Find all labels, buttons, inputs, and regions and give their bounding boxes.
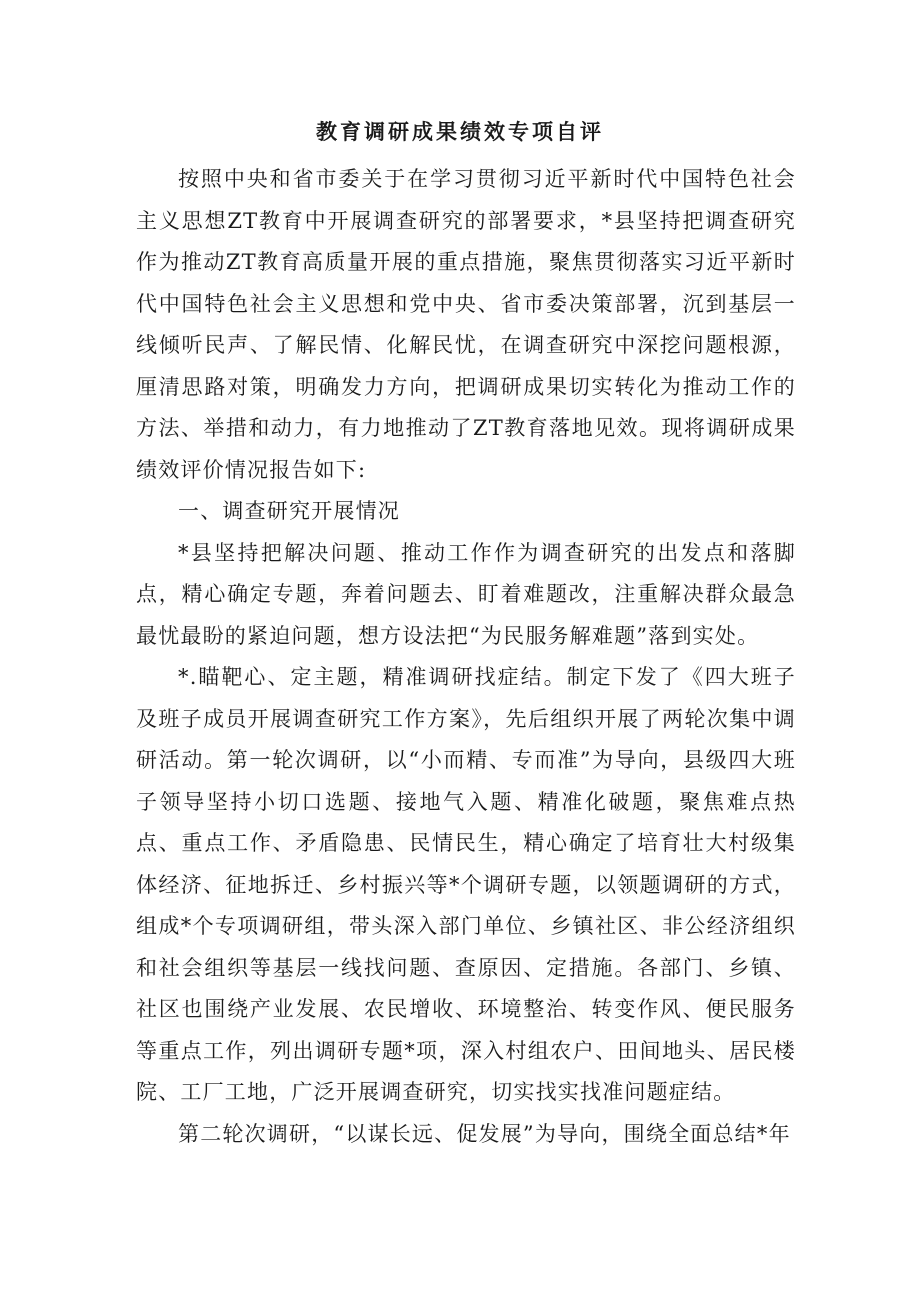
intro-paragraph: 按照中央和省市委关于在学习贯彻习近平新时代中国特色社会主义思想ZT教育中开展调查研究的部署要求，*县坚持把调查研究作为推动ZT教育高质量开展的重点措施，聚焦贯彻落实习近平新时代中国特色社会主义思想和党中央、省市委决策部署，沉到基层一线倾听民声、了解民情、化解民忧，在调查研究中深挖问题根源，厘清思路对策，明确发力方向，把调研成果切实转化为推动工作的方法、举措和动力，有力地推动了ZT教育落地见效。现将调研成果绩效评价情况报告如下: bbox=[136, 167, 796, 482]
document-title: 教育调研成果绩效专项自评 bbox=[316, 119, 604, 144]
section-heading: 一、调查研究开展情况 bbox=[178, 499, 400, 523]
section-paragraph: *.瞄靶心、定主题，精准调研找症结。制定下发了《四大班子及班子成员开展调查研究工作方案》，先后组织开展了两轮次集中调研活动。第一轮次调研，以“小而精、专而准”为导向，县级四大班子领导坚持小切口选题、接地气入题、精准化破题，聚焦难点热点、重点工作、矛盾隐患、民情民生，精心确定了培育壮大村级集体经济、征地拆迁、乡村振兴等*个调研专题，以领题调研的方式，组成*个专项调研组，带头深入部门单位、乡镇社区、非公经济组织和社会组织等基层一线找问题、查原因、定措施。各部门、乡镇、社区也围绕产业发展、农民增收、环境整治、转变作风、便民服务等重点工作，列出调研专题*项，深入村组农户、田间地头、居民楼院、工厂工地，广泛开展调查研究，切实找实找准问题症结。 bbox=[136, 665, 796, 1104]
section-paragraph: 第二轮次调研，“以谋长远、促发展”为导向，围绕全面总结*年 bbox=[178, 1121, 791, 1146]
section-paragraph: *县坚持把解决问题、推动工作作为调查研究的出发点和落脚点，精心确定专题，奔着问题去、盯着难题改，注重解决群众最急最忧最盼的紧迫问题，想方设法把“为民服务解难题”落到实处。 bbox=[136, 540, 796, 648]
document-body bbox=[136, 159, 796, 1155]
